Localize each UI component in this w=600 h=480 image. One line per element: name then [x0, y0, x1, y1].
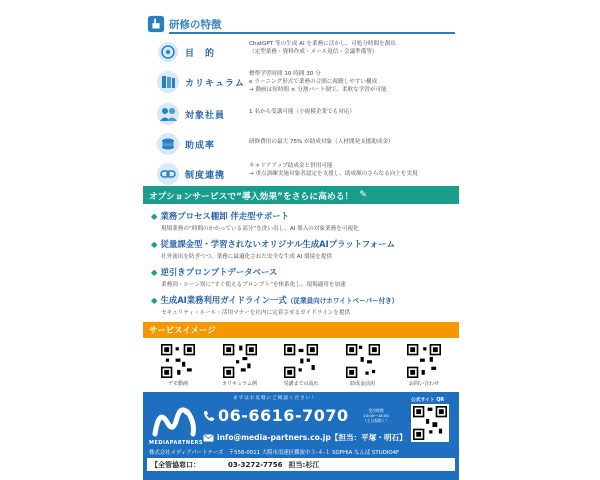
option-desc: セキュリティ・ルール・活用マナーを社内に定着させるガイドラインを提供: [161, 310, 351, 316]
qr-code-icon: [407, 344, 441, 378]
association-contact: [147, 458, 455, 471]
option-title: 逆引きプロンプトデータベース: [160, 267, 278, 277]
qr-demo-video[interactable]: [153, 344, 203, 390]
options-title: オプションサービスで“導入効果”をさらに高める！: [149, 191, 354, 202]
option-item: [151, 238, 455, 260]
option-desc: 業務別・シーン別に“すぐ使えるプロンプト”を体系化し、現場適用を加速: [161, 282, 346, 288]
coins-icon: [155, 132, 181, 156]
consult-notice: まずはお気軽にご相談ください！: [233, 396, 317, 401]
options-header: [143, 186, 459, 204]
feature-row-curriculum: [151, 68, 451, 96]
option-item: [151, 294, 455, 316]
qr-code-icon: [223, 344, 257, 378]
feature-row-system-link: [151, 160, 451, 188]
feature-row-target-staff: [151, 100, 451, 128]
company-address: 株式会社メディアパートナーズ 〒556-0011 大阪市浪速区難波中３-４-１ SOPHIA なんば STUDIO4F: [149, 450, 400, 456]
contact-phone[interactable]: 03-3272-7756: [228, 460, 283, 469]
option-title: 生成AI業務利用ガイドライン一式: [160, 295, 287, 305]
option-desc: 社外流出を防ぎつつ、業務に最適化された安全な生成 AI 環境を提供: [161, 254, 333, 260]
qr-caption: カリキュラム例: [222, 381, 257, 387]
media-partners-logo-icon: [151, 404, 197, 440]
feature-desc: 研修費用の最大 75% が助成対象（人材開発支援助成金）: [249, 139, 394, 145]
feature-label: 助成率: [185, 141, 216, 151]
feature-label: カリキュラム: [185, 79, 245, 89]
qr-code-icon: [346, 344, 380, 378]
services-title: サービスイメージ: [149, 325, 216, 335]
qr-caption: お問い合わせ: [408, 381, 439, 387]
feature-label: 制度連携: [185, 171, 226, 181]
email-address[interactable]: info@media-partners.co.jp【担当：平塚・明石】: [217, 433, 407, 442]
target-icon: [155, 40, 181, 64]
contact-person: 担当:杉江: [288, 460, 320, 469]
phone-icon: [203, 410, 215, 422]
diamond-icon: ◆: [151, 239, 158, 249]
service-qr-list: [153, 344, 449, 390]
phone-number[interactable]: 06-6616-7070: [218, 406, 349, 425]
features-rule: [169, 32, 455, 34]
site-qr-code[interactable]: [411, 404, 449, 442]
qr-code-icon: [284, 344, 318, 378]
link-icon: [155, 162, 181, 186]
option-title: 業務プロセス棚卸 伴走型サポート: [160, 211, 289, 221]
option-item: [151, 266, 455, 288]
qr-code-icon: [413, 406, 447, 440]
qr-caption: デモ動画: [167, 381, 188, 387]
option-item: [151, 210, 455, 232]
people-icon: [155, 102, 181, 126]
mail-icon: [203, 434, 214, 442]
option-desc: 現場業務の“時間のかかっている部分”を洗い出し、AI 導入の対象業務を可視化: [161, 226, 359, 232]
qr-caption: 受講までの流れ: [283, 381, 319, 387]
feature-row-subsidy-rate: [151, 130, 451, 158]
site-qr-label: 公式サイト QR: [411, 398, 445, 403]
feature-desc: ChatGPT 等の生成 AI を業務に活かし、可処分時間を創出 （定型業務・資料作成・メール返信・会議準備等）: [249, 41, 396, 55]
qr-contact[interactable]: [399, 344, 449, 390]
qr-subsidy[interactable]: [338, 344, 388, 390]
option-title-note: （従業員向けホワイトペーパー付き）: [286, 297, 399, 305]
diamond-icon: ◆: [151, 211, 158, 221]
option-title: 従量課金型・学習されないオリジナル生成AIプラットフォーム: [160, 239, 395, 249]
qr-enrollment-flow[interactable]: [276, 344, 326, 390]
qr-code-icon: [161, 344, 195, 378]
qr-caption: 助成金活用: [349, 381, 375, 387]
feature-desc: 標準学習時間 10 時間 30 分 e ラーニング形式で業務の合間に視聴しやすい構成 → 動画は短時間 × 分割パート制で、柔軟な学習が可能: [249, 71, 387, 93]
services-header: [143, 322, 459, 338]
features-header: [147, 14, 455, 34]
qr-curriculum[interactable]: [215, 344, 265, 390]
brand-name: MEDIAPARTNERS: [149, 440, 203, 446]
feature-desc: 1 名から受講可能（小規模企業でも対応）: [249, 109, 356, 115]
contact-footer: [143, 392, 459, 480]
contact-label: 【全管協窓口：: [151, 460, 200, 469]
diamond-icon: ◆: [151, 295, 158, 305]
feature-desc: キャリアアップ助成金と併用可能 → 重点訓練実施対象者認定を支援し、助成額のさらなる向上を実現: [249, 163, 418, 177]
pen-icon: ✎: [359, 190, 367, 200]
pointing-hand-icon: [147, 15, 165, 33]
books-icon: [155, 70, 181, 94]
flyer-sheet: [143, 0, 459, 480]
feature-row-purpose: [151, 38, 451, 66]
feature-label: 目 的: [185, 49, 216, 59]
features-title: 研修の特徴: [169, 18, 222, 31]
feature-label: 対象社員: [185, 111, 226, 121]
diamond-icon: ◆: [151, 267, 158, 277]
business-hours: 受付時間 10:00～18:00 （土日祝除く）: [362, 408, 390, 423]
